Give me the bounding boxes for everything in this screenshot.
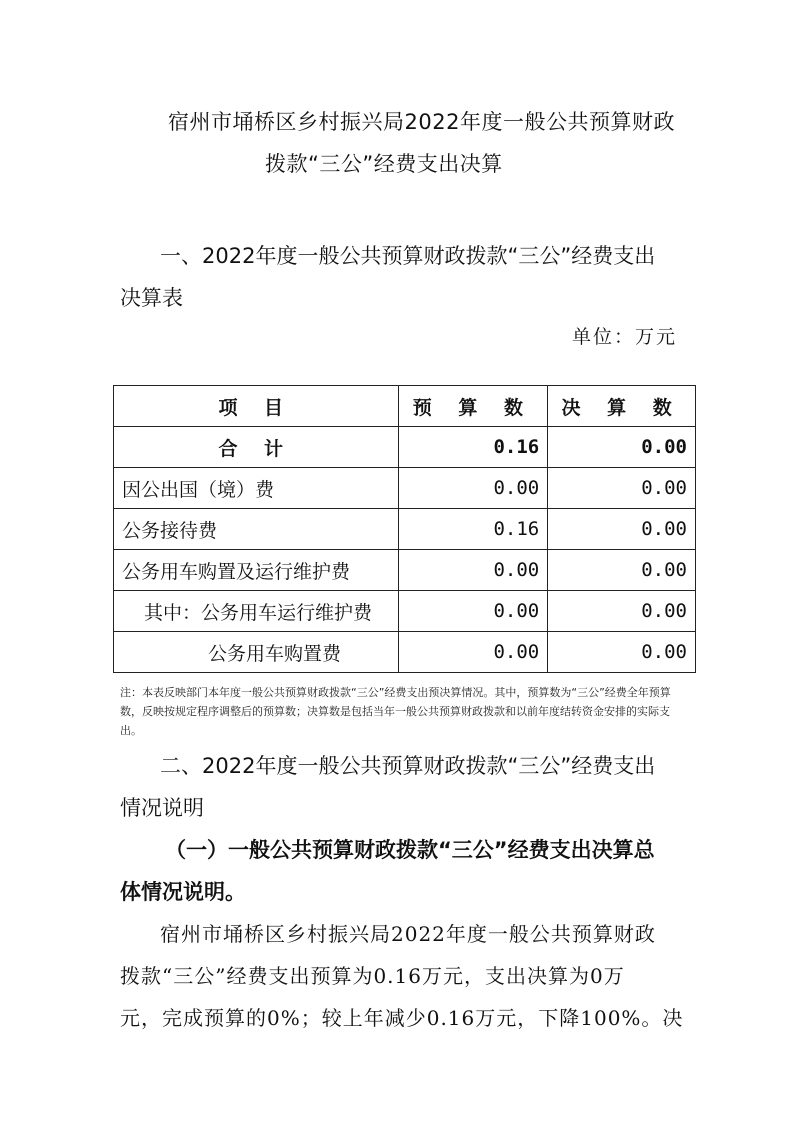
row-final: 0.00 xyxy=(548,427,696,468)
table-row xyxy=(114,591,696,632)
row-final: 0.00 xyxy=(548,468,696,509)
header-budget: 预 算 数 xyxy=(398,386,548,427)
table-note: 注：本表反映部门本年度一般公共预算财政拨款“三公”经费支出预决算情况。其中，预算数为“三公”经费全年预算数，反映按规定程序调整后的预算数；决算数是包括当年一般公共预算财政拨款和以前年度结转资金安排的实际支出。 xyxy=(120,686,671,737)
row-final: 0.00 xyxy=(548,550,696,591)
row-final: 0.00 xyxy=(548,591,696,632)
row-budget: 0.00 xyxy=(398,632,548,673)
row-label: 其中：公务用车运行维护费 xyxy=(114,591,399,632)
paragraph-line2: 拨款“三公”经费支出预算为0.16万元，支出决算为0万 xyxy=(120,964,625,988)
row-budget: 0.00 xyxy=(398,591,548,632)
unit-label: 单位：万元 xyxy=(572,326,678,348)
expense-table xyxy=(113,385,696,673)
row-label: 公务接待费 xyxy=(114,509,399,550)
header-item: 项 目 xyxy=(114,386,399,427)
row-label: 公务用车购置及运行维护费 xyxy=(114,550,399,591)
doc-title-line2: 拨款“三公”经费支出决算 xyxy=(265,152,503,176)
row-budget: 0.00 xyxy=(398,468,548,509)
table-row xyxy=(114,468,696,509)
row-label: 因公出国（境）费 xyxy=(114,468,399,509)
header-final: 决 算 数 xyxy=(548,386,696,427)
section2-heading-line1: 二、2022年度一般公共预算财政拨款“三公”经费支出 xyxy=(160,754,656,778)
row-final: 0.00 xyxy=(548,632,696,673)
row-budget: 0.16 xyxy=(398,427,548,468)
table-header-row xyxy=(114,386,696,427)
table-row-total xyxy=(114,427,696,468)
row-final: 0.00 xyxy=(548,509,696,550)
paragraph-line1: 宿州市埇桥区乡村振兴局2022年度一般公共预算财政 xyxy=(160,922,656,946)
section1-heading-line2: 决算表 xyxy=(120,286,183,310)
table-row xyxy=(114,632,696,673)
row-budget: 0.16 xyxy=(398,509,548,550)
subsection-heading-line1: （一）一般公共预算财政拨款“三公”经费支出决算总 xyxy=(165,838,655,862)
row-label: 公务用车购置费 xyxy=(114,632,399,673)
section1-heading-line1: 一、2022年度一般公共预算财政拨款“三公”经费支出 xyxy=(160,244,656,268)
subsection-heading-line2: 体情况说明。 xyxy=(120,880,246,904)
row-budget: 0.00 xyxy=(398,550,548,591)
paragraph-line3: 元，完成预算的0%；较上年减少0.16万元，下降100%。决 xyxy=(120,1006,684,1030)
table-row xyxy=(114,509,696,550)
doc-title-line1: 宿州市埇桥区乡村振兴局2022年度一般公共预算财政 xyxy=(168,110,675,134)
section2-heading-line2: 情况说明 xyxy=(120,796,204,820)
table-row xyxy=(114,550,696,591)
row-label: 合 计 xyxy=(114,427,399,468)
